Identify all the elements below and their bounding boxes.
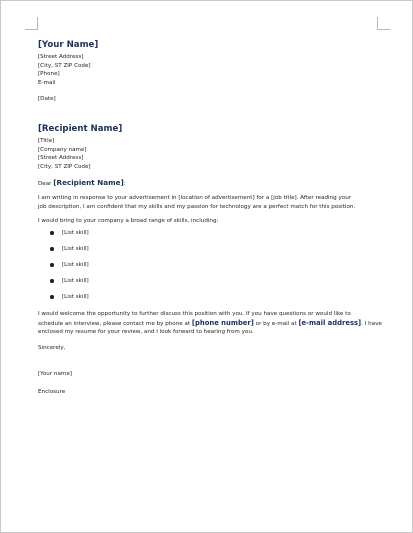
- recipient-company[interactable]: [Company name]: [38, 146, 87, 153]
- closing-text: . I have: [361, 320, 382, 327]
- phone-placeholder: [phone number]: [191, 318, 254, 327]
- margin-corner-top-left: [25, 17, 38, 30]
- paragraph-intro-line: job description, I am confident that my skills and my passion for technology are a perfect match for this position.: [38, 203, 356, 210]
- sign-off[interactable]: Sincerely,: [38, 344, 66, 351]
- recipient-name[interactable]: [Recipient Name]: [38, 123, 123, 134]
- enclosure-note[interactable]: Enclosure: [38, 389, 66, 396]
- skill-text: [List skill]: [62, 246, 89, 253]
- skill-text: [List skill]: [62, 278, 89, 285]
- sender-street[interactable]: [Street Address]: [38, 54, 84, 60]
- salutation-prefix: Dear: [38, 181, 52, 188]
- salutation[interactable]: [38, 178, 388, 189]
- list-item[interactable]: [38, 245, 388, 261]
- sender-address: [38, 53, 388, 87]
- recipient-block: [38, 123, 388, 171]
- letter-content[interactable]: [38, 39, 388, 397]
- sender-name[interactable]: [Your Name]: [38, 40, 99, 50]
- sender-phone[interactable]: [Phone]: [38, 71, 60, 78]
- paragraph-closing-line: I would welcome the opportunity to further discuss this position with you. If you have questions or would like to: [38, 311, 351, 318]
- skill-text: [List skill]: [62, 294, 89, 301]
- paragraph-closing-line: [38, 319, 388, 329]
- paragraph-skills-intro[interactable]: I would bring to your company a broad range of skills, including:: [38, 217, 219, 224]
- bullet-icon: [50, 279, 54, 283]
- sender-city[interactable]: [City, ST ZIP Code]: [38, 62, 91, 69]
- skills-list: [38, 229, 388, 309]
- recipient-city[interactable]: [City, ST ZIP Code]: [38, 163, 91, 170]
- margin-corner-top-right: [377, 17, 390, 30]
- paragraph-closing-line: enclosed my resume for your review, and I look forward to hearing from you.: [38, 329, 254, 336]
- recipient-street[interactable]: [Street Address]: [38, 155, 84, 162]
- paragraph-intro[interactable]: [38, 194, 388, 211]
- list-item[interactable]: [38, 261, 388, 277]
- bullet-icon: [50, 263, 54, 267]
- paragraph-intro-line: I am writing in response to your advertisement in [location of advertisement] for a [job title]. After reading your: [38, 195, 352, 202]
- list-item[interactable]: [38, 277, 388, 293]
- skill-text: [List skill]: [62, 230, 89, 237]
- sender-email[interactable]: E-mail: [38, 79, 56, 86]
- closing-text: or by e-mail at: [253, 320, 299, 327]
- list-item[interactable]: [38, 293, 388, 309]
- list-item[interactable]: [38, 229, 388, 245]
- salutation-name: [Recipient Name]: [53, 178, 124, 188]
- salutation-suffix: :: [123, 181, 126, 188]
- bullet-icon: [50, 231, 54, 235]
- skill-text: [List skill]: [62, 262, 89, 269]
- letter-date[interactable]: [Date]: [38, 96, 56, 103]
- paragraph-closing[interactable]: [38, 310, 388, 337]
- recipient-title[interactable]: [Title]: [38, 137, 55, 144]
- closing-text: schedule an interview, please contact me by phone at: [38, 320, 192, 327]
- bullet-icon: [50, 295, 54, 299]
- bullet-icon: [50, 247, 54, 251]
- signature-name[interactable]: [Your name]: [38, 370, 72, 377]
- email-placeholder: [e-mail address]: [298, 318, 362, 327]
